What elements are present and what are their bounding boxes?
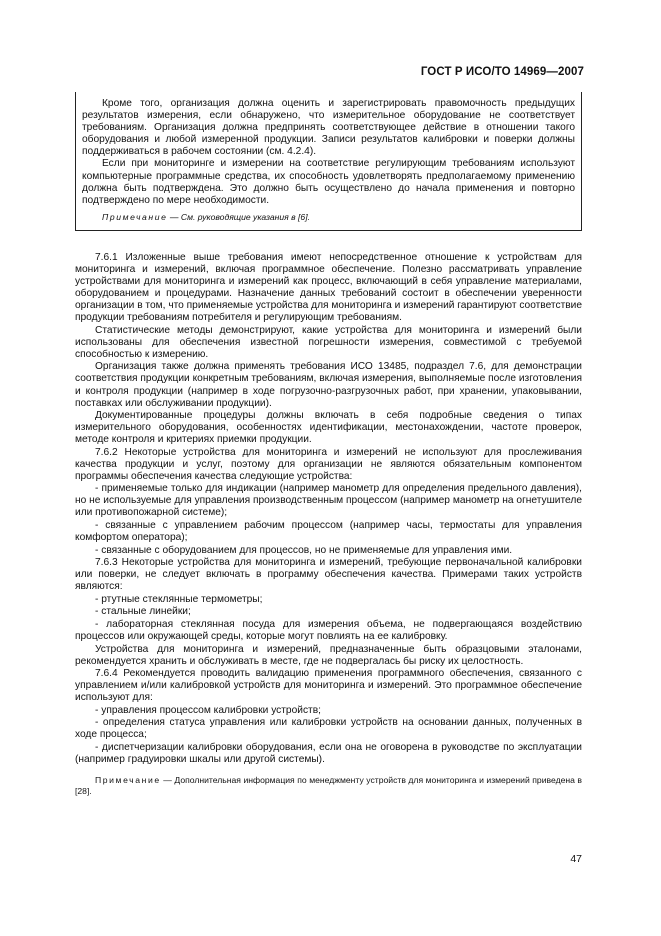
list-item: - ртутные стеклянные термометры; [95, 593, 263, 605]
body-text [75, 252, 582, 797]
boxed-note-text: — См. руководящие указания в [6]. [167, 211, 310, 222]
quoted-requirement-box [75, 92, 582, 231]
footnote-label: Примечание [95, 774, 161, 785]
body-paragraph: Статистические методы демонстрируют, какие устройства для мониторинга и измерений были использованы для обеспечения известной погрешности измерения, совместимой с требуемой способностью к измерению. [75, 324, 582, 360]
body-paragraph: Организация также должна применять требования ИСО 13485, подраздел 7.6, для демонстрации соответствия продукции конкретным требованиям, включая измерения, выполняемые после изготовления и контроля продукции (например в ходе погрузочно-разгрузочных работ, при хранении, упаковывании, поставках или обслуживании продукции). [75, 361, 582, 409]
boxed-note-label: Примечание [102, 211, 168, 222]
boxed-paragraph: Кроме того, организация должна оценить и зарегистрировать правомочность предыдущих результатов измерения, если обнаружено, что измерительное оборудование не соответствует требованиям. Организация должна предпринять соответствующее действие в отношении такого оборудования и любой измеренной продукции. Записи результатов калибровки и поверки должны поддерживаться в рабочем состоянии (см. 4.2.4). [82, 98, 575, 158]
list-item: - управления процессом калибровки устройств; [95, 704, 321, 716]
boxed-paragraph: Если при мониторинге и измерении на соответствие регулирующим требованиям используют компьютерные программные средства, их способность удовлетворять предполагаемому применению должна быть подтверждена. Это должно быть осуществлено до начала применения и повторно подтверждено по мере необходимости. [82, 158, 575, 206]
body-paragraph: 7.6.3 Некоторые устройства для мониторинга и измерений, требующие первоначальной калибровки или поверки, не следует включать в программу обеспечения качества. Примерами таких устройств являются: [75, 557, 582, 593]
boxed-note [82, 212, 575, 223]
body-paragraph: Документированные процедуры должны включать в себя подробные сведения о типах измерительного оборудования, особенностях идентификации, местонахождении, частоте проверок, методе контроля и критериях приемки продукции. [75, 410, 582, 446]
footnote-text: — Дополнительная информация по менеджменту устройств для мониторинга и измерений приведена в [28]. [75, 774, 582, 796]
list-item: - применяемые только для индикации (например манометр для определения предельного давления), но не используемые для управления производственным процессом (например манометр на огнетушителе или противопожарной системе); [75, 483, 582, 519]
document-header: ГОСТ Р ИСО/ТО 14969—2007 [420, 66, 584, 78]
page-number: 47 [570, 853, 582, 865]
list-item: - связанные с оборудованием для процессов, но не применяемые для управления ими. [95, 544, 513, 556]
body-paragraph: 7.6.4 Рекомендуется проводить валидацию применения программного обеспечения, связанного с управлением и/или калибровкой устройств для мониторинга и измерений. Это программное обеспечение используют для: [75, 668, 582, 704]
list-item: - связанные с управлением рабочим процессом (например часы, термостаты для управления комфортом оператора); [75, 520, 582, 544]
body-paragraph: 7.6.2 Некоторые устройства для мониторинга и измерений не используют для прослеживания качества продукции и услуг, поэтому для организации не являются обязательным компонентом программы обеспечения качества следующие устройства: [75, 446, 582, 482]
list-item: - определения статуса управления или калибровки устройств на основании данных, полученных в ходе процесса; [75, 717, 582, 741]
footnote [75, 775, 582, 797]
body-paragraph: Устройства для мониторинга и измерений, предназначенные быть образцовыми эталонами, рекомендуется хранить и обслуживать в месте, где не подвергалась бы риску их целостность. [75, 643, 582, 667]
list-item: - лабораторная стеклянная посуда для измерения объема, не подвергающаяся воздействию процессов или окружающей среды, которые могут повлиять на ее калибровку. [75, 618, 582, 642]
list-item: - диспетчеризации калибровки оборудования, если она не оговорена в руководстве по эксплуатации (например градуировки шкалы или другой системы). [75, 741, 582, 765]
list-item: - стальные линейки; [95, 606, 191, 618]
body-paragraph: 7.6.1 Изложенные выше требования имеют непосредственное отношение к устройствам для мониторинга и измерений, включая программное обеспечение. Полезно рассматривать управление устройствами для мониторинга и измерений как процесс, включающий в себя управление материалами, оборудованием и процедурами. Назначение данных требований состоит в обеспечении уверенности организации в том, что применяемые устройства для мониторинга и измерений гарантируют соответствие продукции требованиям потребителя и регулирующим требованиям. [75, 252, 583, 324]
